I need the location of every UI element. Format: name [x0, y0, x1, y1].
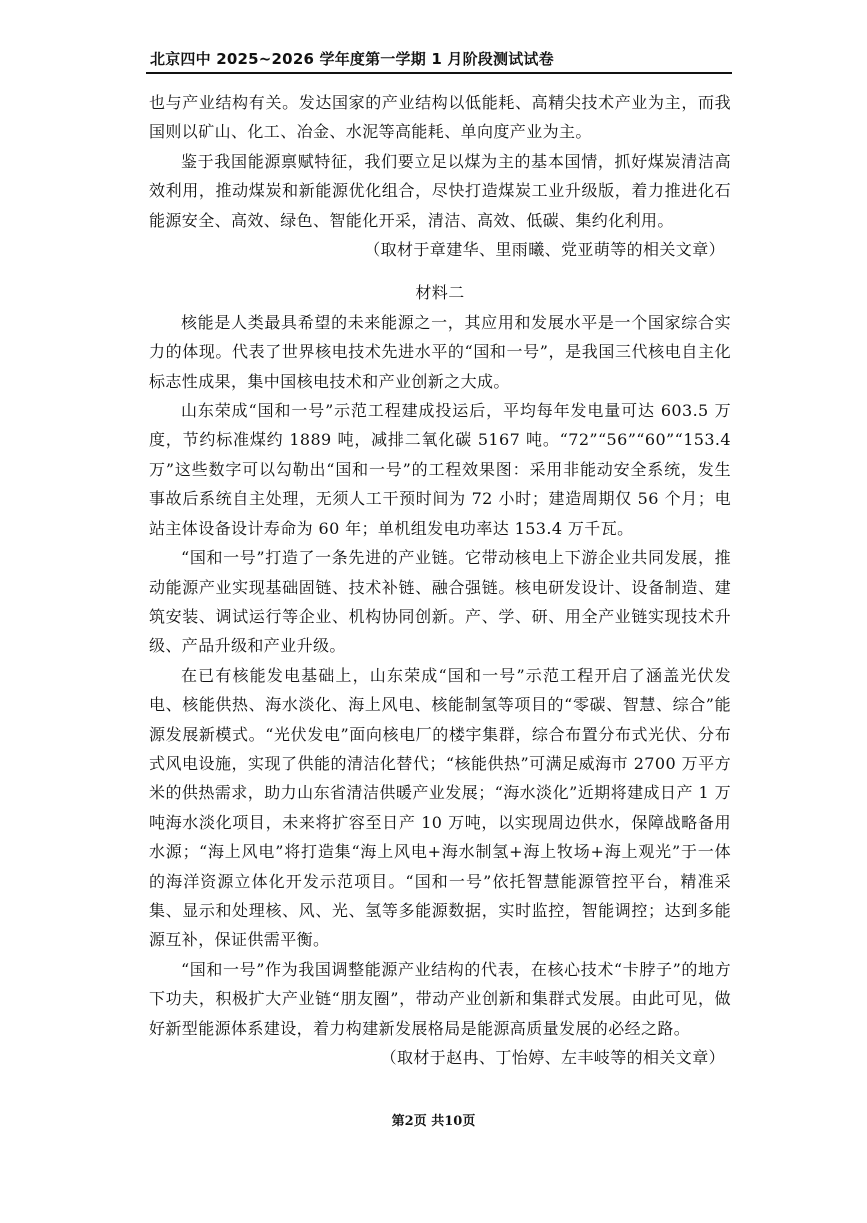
- material-one-source: （取材于章建华、里雨曦、党亚萌等的相关文章）: [364, 240, 725, 260]
- material-one-paragraph: 也与产业结构有关。发达国家的产业结构以低能耗、高精尖技术产业为主，而我国则以矿山、化工、冶金、水泥等高能耗、单向度产业为主。: [149, 93, 731, 142]
- material-two-source: （取材于赵冉、丁怡婷、左丰岐等的相关文章）: [380, 1048, 725, 1067]
- material-two-paragraph: 山东荣成“国和一号”示范工程建成投运后，平均每年发电量可达 603.5 万度，节约标准煤约 1889 吨，减排二氧化碳 5167 吨。“72”“56”“60”“153.4 万”这些数字可以勾勒出“国和一号”的工程效果图：采用非能动安全系统，发生事故后系统自主处理，无须人工干预时间为 72 小时；建造周期仅 56 个月；电站主体设备设计寿命为 60 年；单机组发电功率达 153.4 万千瓦。: [149, 401, 731, 538]
- material-two-paragraph: 在已有核能发电基础上，山东荣成“国和一号”示范工程开启了涵盖光伏发电、核能供热、海水淡化、海上风电、核能制氢等项目的“零碳、智慧、综合”能源发展新模式。“光伏发电”面向核电厂的楼宇集群，综合布置分布式光伏、分布式风电设施，实现了供能的清洁化替代；“核能供热”可满足威海市 2700 万平方米的供热需求，助力山东省清洁供暖产业发展；“海水淡化”近期将建成日产 1 万吨海水淡化项目，未来将扩容至日产 10 万吨，以实现周边供水，保障战略备用水源；“海上风电”将打造集“海上风电+海水制氢+海上牧场+海上观光”于一体的海洋资源立体化开发示范项目。“国和一号”依托智慧能源管控平台，精准采集、显示和处理核、风、光、氢等多能源数据，实时监控，智能调控；达到多能源互补，保证供需平衡。: [149, 665, 731, 950]
- page-body: [149, 88, 731, 1072]
- exam-header-title: 北京四中 2025~2026 学年度第一学期 1 月阶段测试试卷: [150, 50, 554, 68]
- material-two-paragraph: “国和一号”打造了一条先进的产业链。它带动核电上下游企业共同发展，推动能源产业实现基础固链、技术补链、融合强链。核电研发设计、设备制造、建筑安装、调试运行等企业、机构协同创新。产、学、研、用全产业链实现技术升级、产品升级和产业升级。: [149, 548, 731, 656]
- page-number: 第2页 共10页: [391, 1114, 476, 1129]
- material-two-title: 材料二: [415, 283, 465, 303]
- material-two-paragraph: “国和一号”作为我国调整能源产业结构的代表，在核心技术“卡脖子”的地方下功夫，积极扩大产业链“朋友圈”，带动产业创新和集群式发展。由此可见，做好新型能源体系建设，着力构建新发展格局是能源高质量发展的必经之路。: [149, 959, 731, 1038]
- material-two-paragraph: 核能是人类最具希望的未来能源之一，其应用和发展水平是一个国家综合实力的体现。代表了世界核电技术先进水平的“国和一号”，是我国三代核电自主化标志性成果，集中国核电技术和产业创新之大成。: [149, 312, 731, 391]
- header-divider: [146, 72, 732, 74]
- material-one-paragraph: 鉴于我国能源禀赋特征，我们要立足以煤为主的基本国情，抓好煤炭清洁高效利用，推动煤炭和新能源优化组合，尽快打造煤炭工业升级版，着力推进化石能源安全、高效、绿色、智能化开采，清洁、高效、低碳、集约化利用。: [149, 151, 731, 230]
